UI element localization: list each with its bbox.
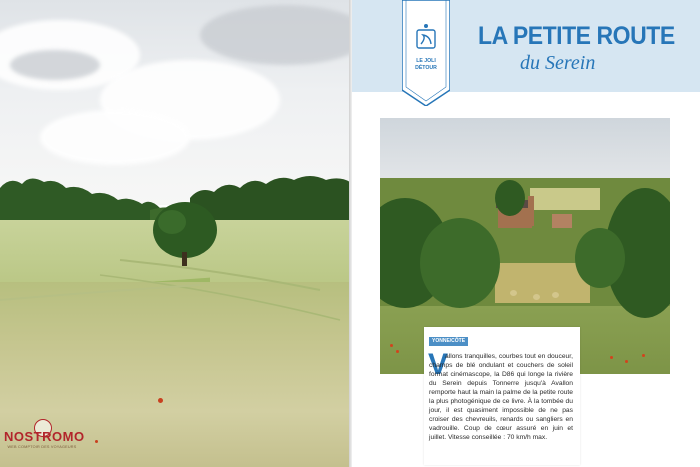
page-subtitle: du Serein — [520, 52, 596, 74]
hay-bale — [510, 290, 517, 296]
poppy — [625, 360, 628, 363]
tree — [575, 228, 625, 288]
article-body-text: allons tranquilles, courbes tout en douceur, champs de blé ondulant et couchers de soleil format cinémascope, la D86 qui longe la rivière du Serein depuis Tonnerre jusqu'à Avallon remporte haut la main la palme de la petite route la plus photogénique de ce livre. À la tombée du jour, il est quasiment impossible de ne pas croiser des chevreuils, renards ou sangliers en vadrouille. Coup de cœur assuré en juin et juillet. Vitesse conseillée : 70 km/h max. — [429, 353, 573, 441]
cloud — [10, 50, 100, 80]
page-title: LA PETITE ROUTE — [478, 22, 675, 50]
hay-bale — [533, 294, 540, 300]
badge-label-line2: DÉTOUR — [415, 65, 437, 71]
logo-tagline: WEB COMPTOIR DES VOYAGEURS — [7, 445, 77, 449]
chateau-tower — [528, 196, 534, 226]
poppy — [396, 350, 399, 353]
region-tag: YONNE/CÔTE — [429, 337, 468, 346]
poppy — [158, 398, 163, 403]
poppy — [95, 440, 98, 443]
article-body — [428, 348, 573, 442]
tree — [420, 218, 500, 308]
poppy — [610, 356, 613, 359]
le-joli-detour-badge — [402, 0, 450, 106]
hay-bale — [552, 292, 559, 298]
badge-label-line1: LE JOLI — [416, 58, 436, 64]
drop-cap: V — [428, 348, 449, 381]
nostromo-logo — [4, 427, 85, 461]
logo-name: NOSTROMO — [4, 429, 85, 444]
tree — [495, 180, 525, 216]
poppy — [642, 354, 645, 357]
chateau-wing — [552, 214, 572, 228]
distant-wheat-field — [530, 188, 600, 210]
poppy — [390, 344, 393, 347]
cloud — [40, 110, 190, 165]
